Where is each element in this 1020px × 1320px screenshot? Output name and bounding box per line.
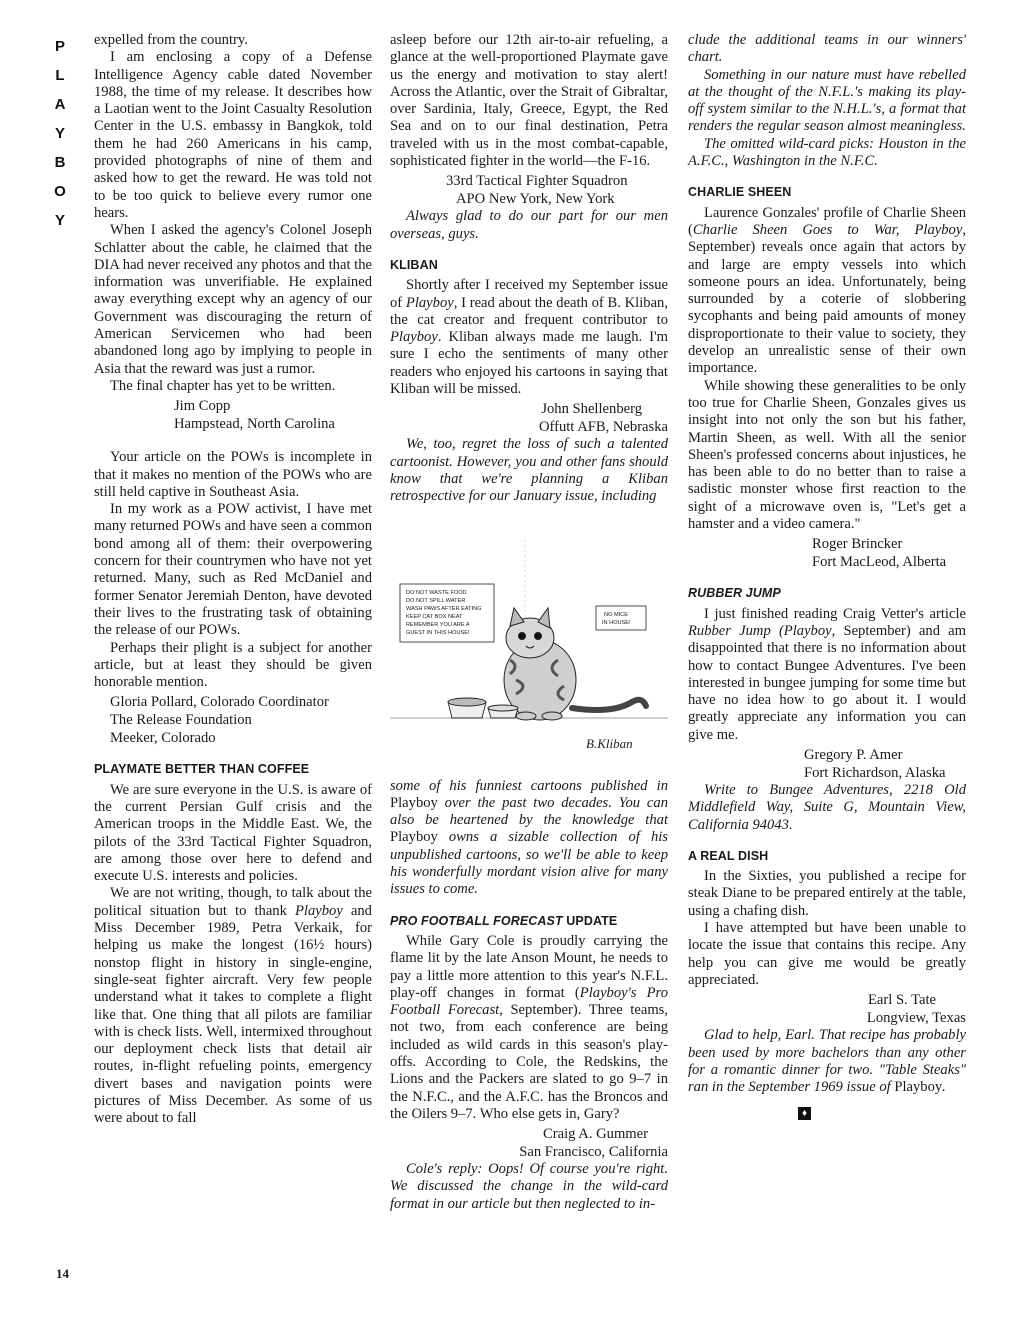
running-head: [52, 32, 68, 235]
letter-paragraph: Perhaps their plight is a subject for another article, but at least they should be given honorable mention.: [94, 639, 372, 691]
playboy-end-mark-icon: ♦: [798, 1107, 811, 1120]
letter-signature: [688, 535, 966, 571]
letter-paragraph: Your article on the POWs is incomplete in that it makes no mention of the POWs who are still held captive in Southeast Asia.: [94, 449, 372, 500]
letter-paragraph: While showing these generalities to be only too true for Charlie Sheen, Gonzales gives us insight into not only the son but his father, Martin Sheen, as well. With all the senior Sheen's professed concerns about injustices, he has been able to do no better than to raise a sadistic monster whose first reaction to the sight of a microwave oven is, "Let's get a hamster and a video camera.": [688, 377, 966, 533]
signature-name: Gregory P. Amer: [804, 746, 903, 763]
editor-response: Something in our nature must have rebelled at the thought of the N.F.L.'s making its play-off system similar to the N.H.L.'s, a format that renders the regular season almost meaningless.: [688, 66, 966, 135]
section-heading: PRO FOOTBALL FORECAST UPDATE: [390, 913, 618, 928]
sign-line: DO NOT SPILL WATER: [406, 597, 466, 604]
signature-location: Fort MacLeod, Alberta: [812, 554, 947, 571]
running-head-letter: L: [55, 67, 65, 84]
editor-response: Always glad to do our part for our men overseas, guys.: [390, 208, 668, 242]
signature-location: Meeker, Colorado: [110, 730, 216, 747]
section-heading: PLAYMATE BETTER THAN COFFEE: [94, 762, 310, 777]
page-number: 14: [56, 1266, 69, 1281]
letter-paragraph: In the Sixties, you published a recipe for steak Diane to be prepared entirely at the table, using a chafing dish.: [688, 868, 966, 919]
column-2: [390, 32, 668, 1213]
sign-line: NO MICE: [604, 611, 628, 618]
letter-signature: [94, 693, 372, 747]
editor-response: clude the additional teams in our winners' chart.: [688, 32, 966, 66]
letter-signature: [688, 991, 966, 1027]
signature-location: APO New York, New York: [456, 191, 615, 208]
letter-signature: [688, 746, 966, 782]
running-head-letter: A: [54, 96, 66, 113]
sign-line: DO NOT WASTE FOOD: [406, 589, 467, 596]
sign-line: GUEST IN THIS HOUSE!: [406, 629, 470, 636]
letter-paragraph: When I asked the agency's Colonel Joseph Schlatter about the cable, he claimed that the DIA had never received any photos and that the information was unverifiable. He explained away everything except why an agency of our Government was discouraging the return of American Servicemen who had been abandoned long ago by implying to people in Asia that the reward was just a rumor.: [94, 222, 372, 377]
letter-paragraph: Laurence Gonzales' profile of Charlie Sheen (Charlie Sheen Goes to War, Playboy, September) reveals once again that actors by and large are empty vessels into which someone pours an idea. Unfortunately, being surrounded by a coterie of slobbering sycophants and being paid amounts of money disproportionate to their value to society, they develop an unrealistic sense of their own importance.: [688, 204, 966, 377]
running-head-letter: B: [54, 154, 66, 171]
letter-paragraph: In my work as a POW activist, I have met many returned POWs and have seen a common bond among all of them: their overpowering concern for their countrymen who have not yet returned. Many, such as Red McDaniel and former Senator Jeremiah Denton, have devoted their lives to the frustrating task of obtaining the release of our POWs.: [94, 501, 372, 639]
letter-paragraph: While Gary Cole is proudly carrying the flame lit by the late Anson Mount, he needs to pay a little more attention to this year's N.F.L. play-off changes in format (Playboy's Pro Football Forecast, September). Three teams, not two, from each conference are being included as wild cards in this season's play-offs. According to Cole, the Redskins, the Lions and the Packers are slated to go 9–7 in the N.F.C., and the A.F.C. has the Broncos and the Oilers 9–7. Who else gets in, Gary?: [390, 932, 669, 1122]
letter-paragraph: expelled from the country.: [94, 32, 248, 48]
signature-location: San Francisco, California: [519, 1144, 668, 1161]
letter-signature: [390, 172, 668, 208]
signature-location: Offutt AFB, Nebraska: [538, 419, 668, 436]
sign-line: WASH PAWS AFTER EATING: [406, 605, 482, 612]
signature-location: Fort Richardson, Alaska: [804, 764, 946, 781]
letter-paragraph: I just finished reading Craig Vetter's article Rubber Jump (Playboy, September) and am disappointed that there is no information about how to contact Bungee Adventures. I've been interested in bungee jumping for some time but have no idea how to go about it. I would greatly appreciate any information you can give me.: [688, 605, 966, 743]
editor-response: some of his funniest cartoons published in Playboy over the past two decades. You can also be heartened by the knowledge that Playboy owns a sizable collection of his unpublished cartoons, so we'll be able to keep his wonderfully mordant vision alive for many issues to come.: [390, 777, 668, 898]
letter-paragraph: I am enclosing a copy of a Defense Intelligence Agency cable dated November 1988, the time of my release. It describes how a Laotian went to the Joint Casualty Resolution Center in the U.S. embassy in Bangkok, told them he had 260 Americans in his camp, provided photographs of nine of them and asked how to get the reward. He was told not to be too quick to believe every rumor one hears.: [94, 49, 372, 221]
section-heading: CHARLIE SHEEN: [688, 185, 792, 200]
letter-signature: [94, 397, 372, 433]
cartoonist-signature: B.Kliban: [586, 735, 633, 751]
letter-signature: [390, 1125, 668, 1161]
running-head-letter: O: [54, 183, 66, 200]
editor-response: We, too, regret the loss of such a talented cartoonist. However, you and other fans should know that we're planning a Kliban retrospective for our January issue, including: [390, 436, 668, 505]
sign-line: REMEMBER YOU ARE A: [406, 621, 470, 628]
letter-paragraph: asleep before our 12th air-to-air refueling, a glance at the well-proportioned Playmate gave us the energy and motivation to stay alert! Across the Atlantic, over the Strait of Gibraltar, over Sardinia, Italy, Greece, Egypt, the Red Sea and on to our final destination, Petra traveled with us in the most combat-capable, sophisticated fighter in the world—the F-16.: [390, 32, 668, 170]
column-1: [94, 32, 372, 1128]
section-heading: KLIBAN: [390, 257, 438, 272]
section-heading: RUBBER JUMP: [688, 586, 781, 601]
signature-name: Gloria Pollard, Colorado Coordinator: [110, 694, 329, 711]
editor-response: Glad to help, Earl. That recipe has probably been used by more bachelors than any other for a romantic dinner for two. "Table Steaks" ran in the September 1969 issue of Playboy.: [688, 1027, 966, 1096]
letter-paragraph: The final chapter has yet to be written.: [110, 377, 336, 394]
signature-name: John Shellenberg: [541, 401, 642, 418]
sign-line: KEEP CAT BOX NEAT: [406, 613, 463, 620]
signature-name: Craig A. Gummer: [543, 1126, 648, 1143]
food-bowls: [448, 698, 518, 718]
signature-location: Longview, Texas: [866, 1010, 966, 1027]
signature-name: 33rd Tactical Fighter Squadron: [446, 173, 628, 190]
column-3: [688, 32, 966, 1122]
editor-response: Write to Bungee Adventures, 2218 Old Middlefield Way, Suite G, Mountain View, California 94043.: [688, 781, 966, 833]
letter-paragraph: We are not writing, though, to talk about the political situation but to thank Playboy and Miss December 1989, Petra Verkaik, for helping us make the longest (16½ hours) nonstop flight in history in single-engine, single-seat fighter aircraft. Very few people understand what it takes to complete a flight like that. One thing that all pilots are familiar with is check lists. Well, intermixed throughout our deployment check lists that detail air routes, in-flight refueling points, emergency divert bases and navigation points were pictures of Miss December. As some of us were about to fall: [94, 885, 372, 1127]
running-head-letter: P: [54, 38, 65, 55]
signature-organization: The Release Foundation: [110, 712, 252, 729]
letter-paragraph: I have attempted but have been unable to locate the issue that contains this recipe. Any help you can give me would be greatly appreciated.: [688, 920, 966, 988]
signature-name: Jim Copp: [174, 398, 231, 415]
editor-response: The omitted wild-card picks: Houston in the A.F.C., Washington in the N.F.C.: [688, 135, 966, 170]
signature-location: Hampstead, North Carolina: [174, 416, 335, 433]
running-head-letter: Y: [54, 125, 65, 142]
no-mice-sign: [596, 606, 646, 630]
kliban-cat-cartoon: [390, 540, 668, 768]
running-head-letter: Y: [54, 212, 65, 229]
signature-name: Earl S. Tate: [867, 992, 936, 1009]
letter-paragraph: We are sure everyone in the U.S. is aware of the current Persian Gulf crisis and the American troops in the Middle East. We, the pilots of the 33rd Tactical Fighter Squadron, are among those over here to defend and execute U.S. interests and policies.: [94, 781, 372, 885]
sign-line: IN HOUSE!: [602, 619, 631, 626]
signature-name: Roger Brincker: [812, 536, 903, 553]
letter-signature: [390, 400, 668, 436]
section-heading: A REAL DISH: [688, 848, 769, 863]
letter-paragraph: Shortly after I received my September issue of Playboy, I read about the death of B. Kliban, the cat creator and frequent contributor to Playboy. Kliban always made me laugh. I'm sure I echo the sentiments of many other readers who enjoyed his cartoons in saying that Kliban will be missed.: [390, 277, 668, 398]
editor-response: Cole's reply: Oops! Of course you're right. We discussed the change in the wild-card format in our article but then neglected to in-: [390, 1161, 668, 1212]
